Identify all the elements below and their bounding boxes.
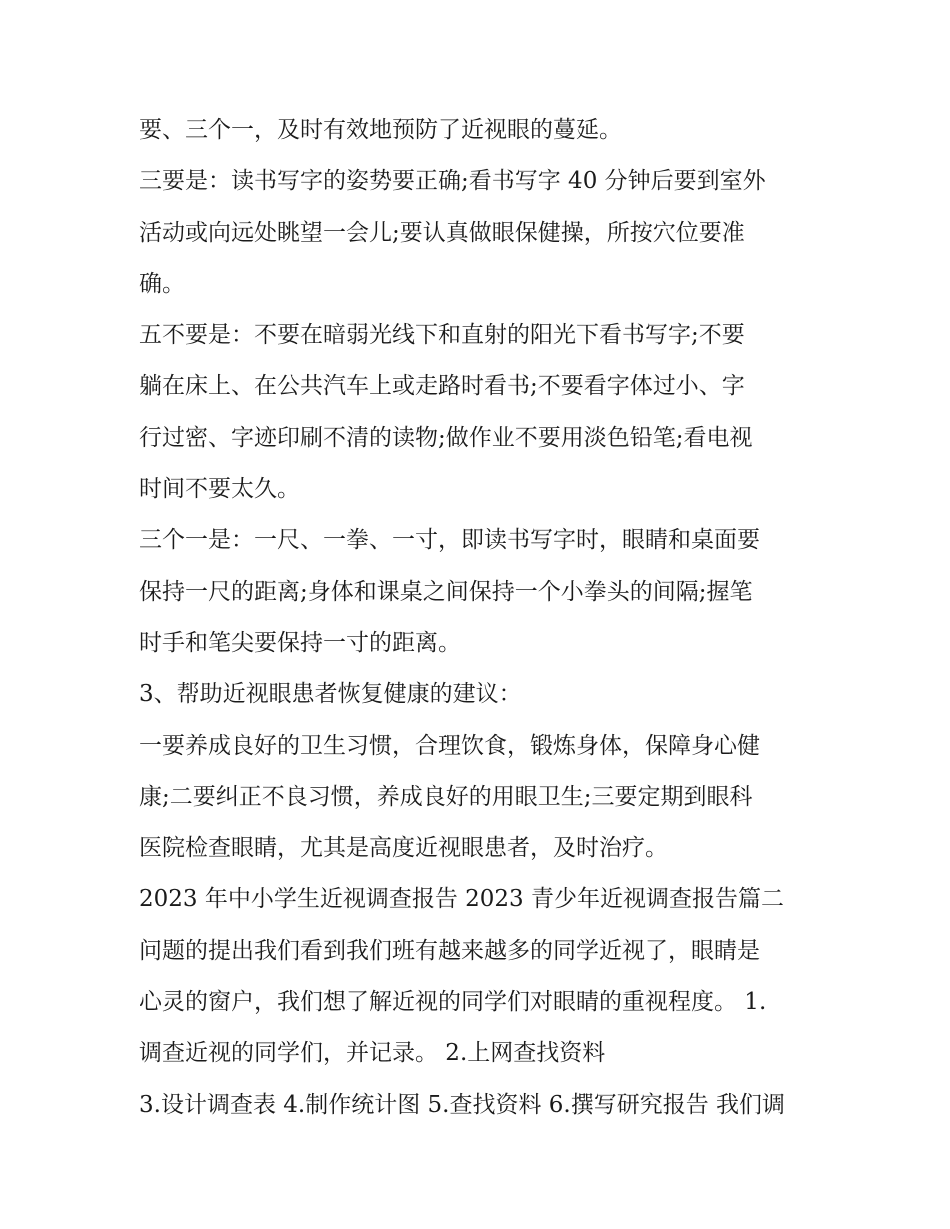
section-title: 2023 年中小学生近视调查报告 2023 青少年近视调查报告篇二 <box>139 886 784 913</box>
text-line: 心灵的窗户，我们想了解近视的同学们对眼睛的重视程度。 1. <box>139 989 767 1016</box>
text-line: 活动或向远处眺望一会儿;要认真做眼保健操，所按穴位要准 <box>139 219 745 246</box>
text-line: 一要养成良好的卫生习惯，合理饮食，锻炼身体，保障身心健 <box>139 732 760 759</box>
text-line: 三要是：读书写字的姿势要正确;看书写字 40 分钟后要到室外 <box>139 168 766 195</box>
text-line: 调查近视的同学们，并记录。 2.上网查找资料 <box>139 1040 606 1067</box>
text-line: 医院检查眼睛，尤其是高度近视眼患者，及时治疗。 <box>139 835 668 862</box>
document-body <box>139 105 829 1131</box>
section-heading: 3、帮助近视眼患者恢复健康的建议： <box>139 681 522 708</box>
text-line: 五不要是：不要在暗弱光线下和直射的阳光下看书写字;不要 <box>139 322 745 349</box>
text-line: 要、三个一，及时有效地预防了近视眼的蔓延。 <box>139 117 622 143</box>
text-line: 问题的提出我们看到我们班有越来越多的同学近视了，眼睛是 <box>139 937 760 964</box>
text-line: 确。 <box>139 270 185 297</box>
text-line: 康;二要纠正不良习惯，养成良好的用眼卫生;三要定期到眼科 <box>139 783 753 810</box>
text-line: 行过密、字迹印刷不清的读物;做作业不要用淡色铅笔;看电视 <box>139 424 753 451</box>
text-line: 时手和笔尖要保持一寸的距离。 <box>139 629 461 656</box>
text-line: 躺在床上、在公共汽车上或走路时看书;不要看字体过小、字 <box>139 373 745 400</box>
text-line: 保持一尺的距离;身体和课桌之间保持一个小拳头的间隔;握笔 <box>139 578 753 605</box>
text-line: 3.设计调查表 4.制作统计图 5.查找资料 6.撰写研究报告 我们调 <box>139 1091 786 1118</box>
text-line: 三个一是：一尺、一拳、一寸，即读书写字时，眼睛和桌面要 <box>139 527 760 554</box>
text-line: 时间不要太久。 <box>139 476 300 503</box>
